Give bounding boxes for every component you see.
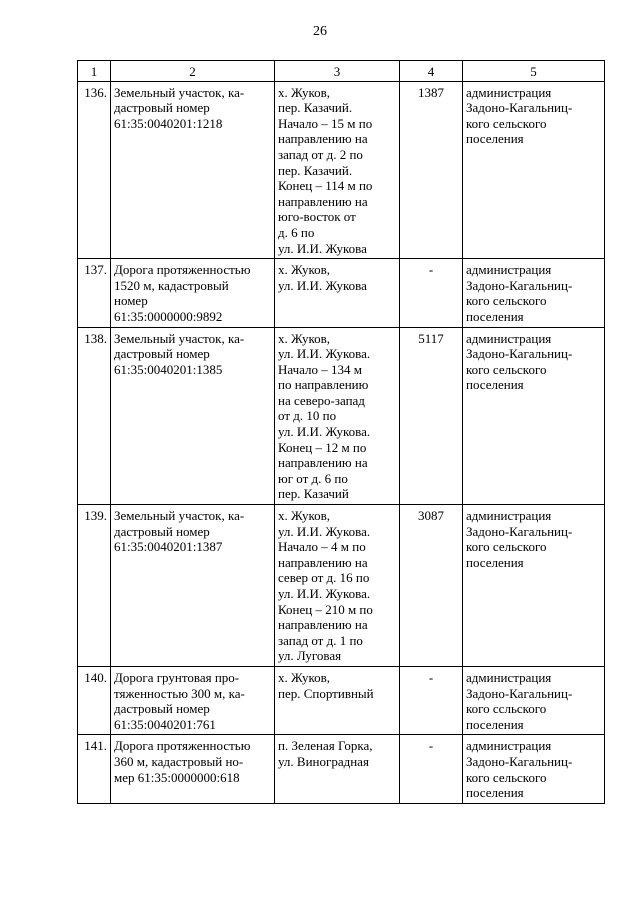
object-owner xyxy=(463,666,605,734)
object-location-line: направлению на xyxy=(278,193,368,209)
table-body xyxy=(78,81,605,803)
object-location-line: ул. И.И. Жукова xyxy=(278,240,367,256)
object-description xyxy=(111,505,275,667)
object-description xyxy=(111,259,275,327)
object-description-line: Земельный участок, ка- xyxy=(114,84,245,100)
object-location-line: Конец – 114 м по xyxy=(278,178,373,194)
object-location-line: х. Жуков, xyxy=(278,262,331,278)
object-owner-line: Задоно-Кагальниц- xyxy=(466,277,573,293)
object-location-line: д. 6 по xyxy=(278,224,315,240)
object-location-line: Начало – 15 м по xyxy=(278,115,373,131)
object-location xyxy=(275,327,400,505)
object-description-line: дастровый номер xyxy=(114,701,210,717)
object-location-line: ул. И.И. Жукова. xyxy=(278,523,371,539)
object-location xyxy=(275,505,400,667)
object-description-line: дастровый номер xyxy=(114,523,210,539)
object-owner-line: Задоно-Кагальниц- xyxy=(466,100,573,116)
object-area: 3087 xyxy=(400,505,463,667)
object-location-line: направлению на xyxy=(278,131,368,147)
object-location xyxy=(275,259,400,327)
object-description-line: 61:35:0040201:761 xyxy=(114,716,216,732)
header-col-4: 4 xyxy=(400,61,463,82)
object-owner-line: кого сельского xyxy=(466,361,547,377)
column-number-row xyxy=(78,61,605,82)
row-number: 137. xyxy=(78,259,111,327)
table-row xyxy=(78,259,605,327)
object-description-line: 61:35:0040201:1385 xyxy=(114,361,223,377)
object-description-line: Дорога протяженностью xyxy=(114,262,251,278)
object-location-line: пер. Казачий xyxy=(278,486,349,502)
page-number: 26 xyxy=(313,24,327,39)
object-owner-line: поселения xyxy=(466,785,524,801)
registry-table xyxy=(77,60,605,804)
object-owner-line: кого ссльского xyxy=(466,701,547,717)
object-location-line: юг от д. 6 по xyxy=(278,470,348,486)
row-number: 141. xyxy=(78,735,111,803)
object-location-line: запад от д. 1 по xyxy=(278,632,363,648)
object-location-line: ул. Виноградная xyxy=(278,753,369,769)
row-number: 139. xyxy=(78,505,111,667)
object-owner xyxy=(463,327,605,505)
object-owner-line: поселения xyxy=(466,377,524,393)
object-owner-line: Задоно-Кагальниц- xyxy=(466,346,573,362)
object-owner-line: администрация xyxy=(466,669,552,685)
table-row xyxy=(78,735,605,803)
object-owner-line: кого сельского xyxy=(466,769,547,785)
row-number: 136. xyxy=(78,81,111,259)
object-location-line: Начало – 134 м xyxy=(278,361,363,377)
object-location-line: направлению на xyxy=(278,455,368,471)
object-owner-line: администрация xyxy=(466,330,552,346)
object-location-line: пер. Спортивный xyxy=(278,685,374,701)
object-location-line: направлению на xyxy=(278,554,368,570)
object-owner xyxy=(463,259,605,327)
object-owner-line: Задоно-Кагальниц- xyxy=(466,685,573,701)
header-col-1: 1 xyxy=(78,61,111,82)
object-location-line: ул. И.И. Жукова. xyxy=(278,586,371,601)
object-location-line: х. Жуков, xyxy=(278,84,331,100)
table-row xyxy=(78,666,605,734)
object-location-line: х. Жуков, xyxy=(278,508,331,524)
object-owner xyxy=(463,735,605,803)
object-owner-line: поселения xyxy=(466,716,524,732)
object-owner-line: поселения xyxy=(466,308,524,324)
object-description-line: 360 м, кадастровый но- xyxy=(114,753,244,769)
object-owner-line: Задоно-Кагальниц- xyxy=(466,523,573,539)
table-row xyxy=(78,505,605,667)
object-location-line: от д. 10 по xyxy=(278,408,337,424)
object-area: 1387 xyxy=(400,81,463,259)
object-location-line: ул. Луговая xyxy=(278,648,342,664)
object-description-line: дастровый номер xyxy=(114,346,210,362)
object-description-line: Земельный участок, ка- xyxy=(114,508,245,524)
row-number: 140. xyxy=(78,666,111,734)
table-row xyxy=(78,81,605,259)
object-location-line: х. Жуков, xyxy=(278,330,331,346)
object-location-line: направлению на xyxy=(278,617,368,633)
object-owner-line: администрация xyxy=(466,262,552,278)
object-description-line: мер 61:35:0000000:618 xyxy=(114,769,240,785)
object-owner-line: Задоно-Кагальниц- xyxy=(466,753,573,769)
object-location-line: Конец – 12 м по xyxy=(278,439,367,455)
object-description xyxy=(111,666,275,734)
table-row xyxy=(78,327,605,505)
object-description-line: 61:35:0040201:1218 xyxy=(114,115,223,131)
object-area: - xyxy=(400,735,463,803)
object-area: - xyxy=(400,259,463,327)
object-location-line: на северо-запад xyxy=(278,392,365,408)
header-col-5: 5 xyxy=(463,61,605,82)
object-description-line: Земельный участок, ка- xyxy=(114,330,245,346)
object-description-line: 61:35:0000000:9892 xyxy=(114,308,223,324)
object-location-line: ул. И.И. Жукова. xyxy=(278,424,371,440)
object-description-line: тяженностью 300 м, ка- xyxy=(114,685,245,701)
object-owner xyxy=(463,505,605,667)
object-location-line: х. Жуков, xyxy=(278,669,331,685)
object-owner xyxy=(463,81,605,259)
object-description-line: 1520 м, кадастровый xyxy=(114,277,229,293)
object-owner-line: администрация xyxy=(466,84,552,100)
object-location xyxy=(275,666,400,734)
object-owner-line: кого сельского xyxy=(466,115,547,131)
object-owner-line: администрация xyxy=(466,738,552,754)
object-location-line: ул. И.И. Жукова. xyxy=(278,346,371,362)
object-description-line: Дорога протяженностью xyxy=(114,738,251,754)
object-owner-line: поселения xyxy=(466,131,524,147)
object-location-line: п. Зеленая Горка, xyxy=(278,738,373,754)
object-description-line: номер xyxy=(114,293,148,309)
row-number: 138. xyxy=(78,327,111,505)
object-description xyxy=(111,81,275,259)
object-owner-line: кого сельского xyxy=(466,293,547,309)
object-location xyxy=(275,81,400,259)
object-location-line: Начало – 4 м по xyxy=(278,539,366,555)
header-col-3: 3 xyxy=(275,61,400,82)
object-description-line: дастровый номер xyxy=(114,100,210,116)
object-location-line: пер. Казачий. xyxy=(278,162,353,178)
object-location xyxy=(275,735,400,803)
header-col-2: 2 xyxy=(111,61,275,82)
object-location-line: по направлению xyxy=(278,377,369,393)
object-location-line: север от д. 16 по xyxy=(278,570,370,586)
object-description xyxy=(111,327,275,505)
object-location-line: запад от д. 2 по xyxy=(278,146,363,162)
object-owner-line: поселения xyxy=(466,554,524,570)
object-location-line: юго-восток от xyxy=(278,209,356,225)
object-location-line: Конец – 210 м по xyxy=(278,601,373,617)
object-location-line: ул. И.И. Жукова xyxy=(278,277,367,293)
object-area: 5117 xyxy=(400,327,463,505)
object-description xyxy=(111,735,275,803)
object-description-line: Дорога грунтовая про- xyxy=(114,669,240,685)
object-owner-line: администрация xyxy=(466,508,552,524)
object-location-line: пер. Казачий. xyxy=(278,100,353,116)
object-area: - xyxy=(400,666,463,734)
object-owner-line: кого сельского xyxy=(466,539,547,555)
object-description-line: 61:35:0040201:1387 xyxy=(114,539,223,555)
